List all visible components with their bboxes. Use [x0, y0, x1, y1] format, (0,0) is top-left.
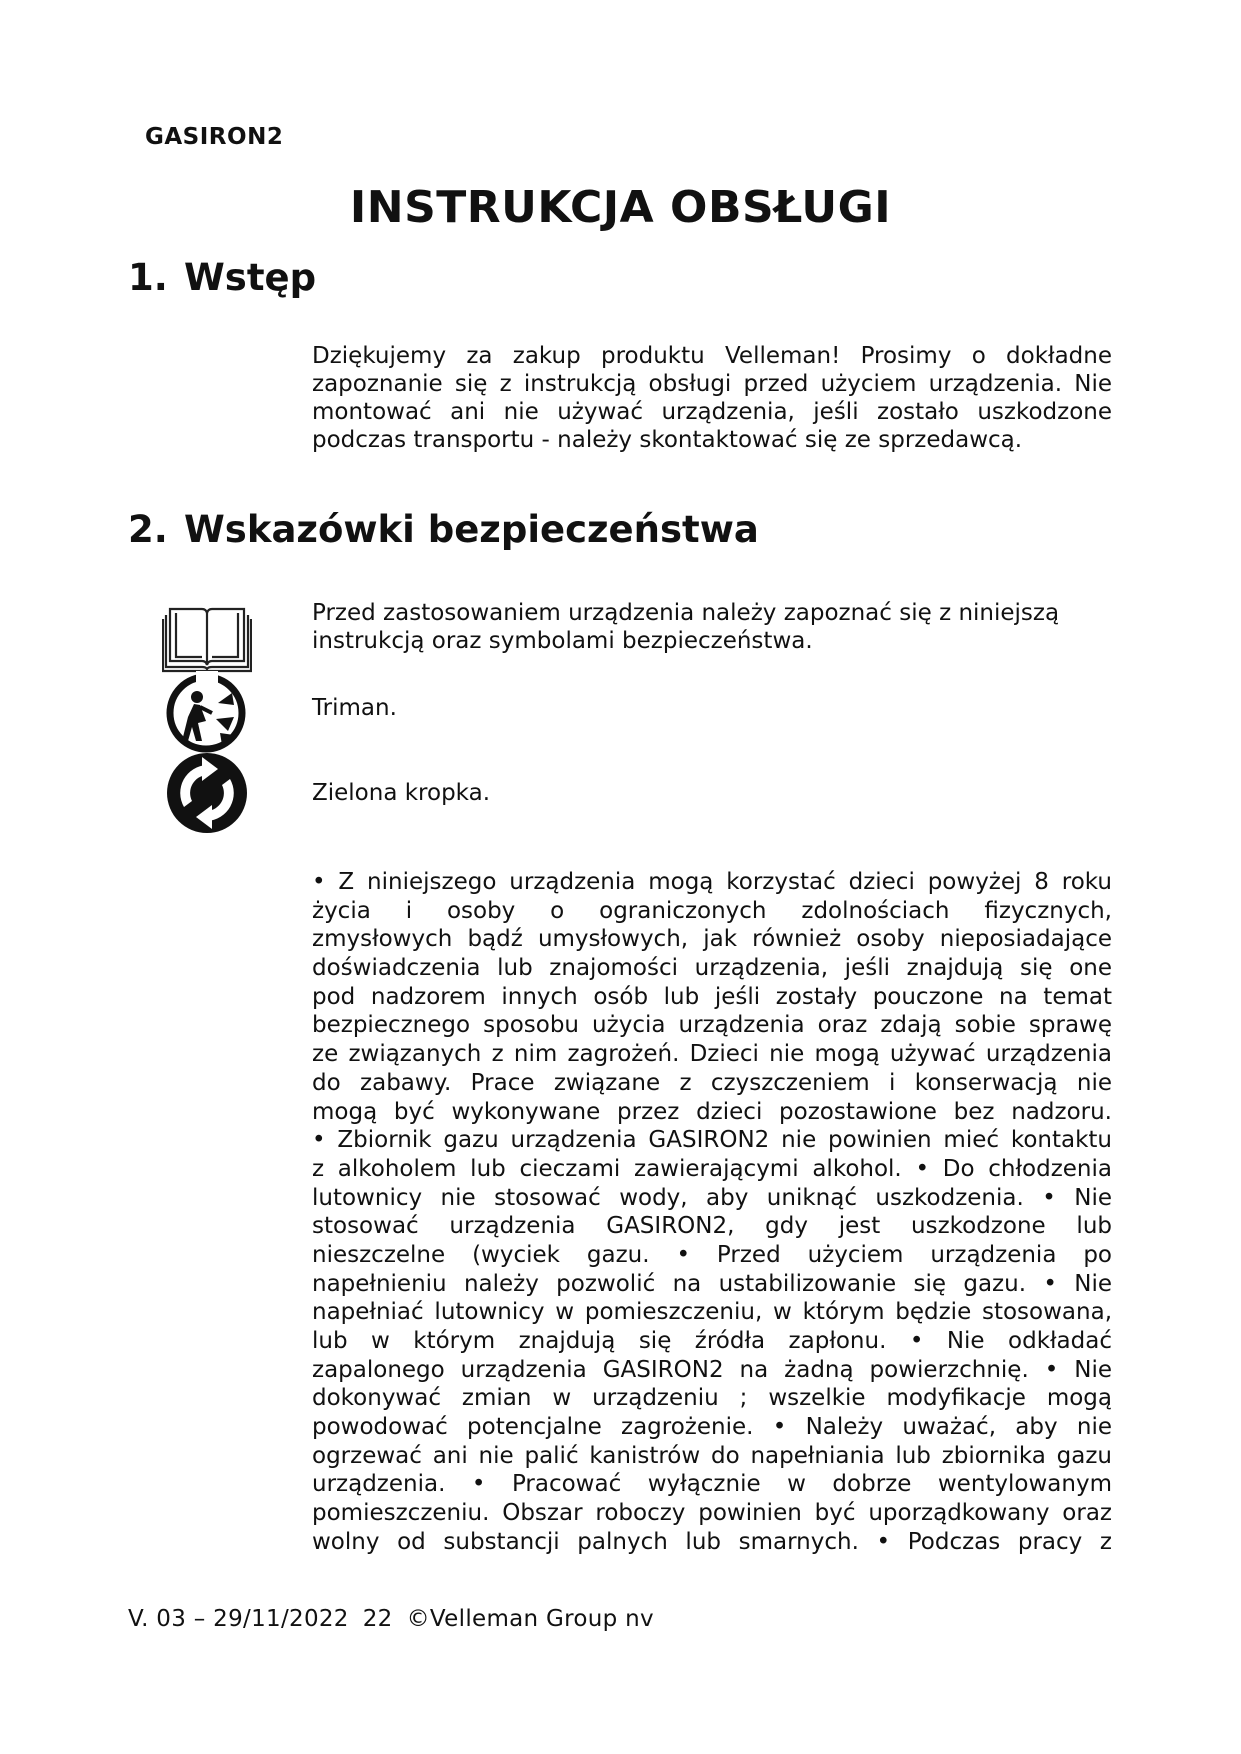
safety-line: napełnieniu należy pozwolić na ustabilizowanie się gazu. • Nie	[312, 1270, 1112, 1297]
manual-symbol-line: instrukcją oraz symbolami bezpieczeństwa.	[312, 628, 813, 654]
safety-line: ze związanych z nim zagrożeń. Dzieci nie mogą używać urządzenia	[312, 1041, 1112, 1068]
safety-line: dokonywać zmian w urządzeniu ; wszelkie modyfikacje mogą	[312, 1385, 1112, 1412]
safety-line: pod nadzorem innych osób lub jeśli zostały pouczone na temat	[312, 983, 1112, 1010]
safety-line: nieszczelne (wyciek gazu. • Przed użyciem urządzenia po	[312, 1241, 1112, 1268]
intro-line: podczas transportu - należy skontaktować się ze sprzedawcą.	[312, 427, 1023, 453]
section-1-number: 1.	[128, 256, 168, 299]
triman-recycle-icon	[162, 668, 252, 758]
safety-line: lub w którym znajdują się źródła zapłonu. • Nie odkładać	[312, 1328, 1112, 1354]
safety-line: życia i osoby o ograniczonych zdolnościach fizycznych,	[312, 897, 1112, 924]
safety-instructions	[312, 868, 1112, 1557]
read-manual-book-icon	[162, 590, 252, 680]
safety-line: wolny od substancji palnych lub smarnych. • Podczas pracy z	[312, 1528, 1112, 1555]
safety-line: zapalonego urządzenia GASIRON2 na żadną powierzchnię. • Nie	[312, 1356, 1112, 1383]
document-title	[0, 182, 1241, 233]
green-dot-icon	[162, 748, 252, 838]
intro-paragraph	[312, 342, 1112, 454]
safety-line: z alkoholem lub cieczami zawierającymi alkohol. • Do chłodzenia	[312, 1155, 1112, 1182]
intro-line: montować ani nie używać urządzenia, jeśli zostało uszkodzone	[312, 399, 1112, 425]
document-title-text: INSTRUKCJA OBSŁUGI	[349, 182, 892, 233]
manual-symbol-line: Przed zastosowaniem urządzenia należy zapoznać się z niniejszą	[312, 600, 1060, 626]
green-dot-text: Zielona kropka.	[312, 780, 491, 806]
safety-line: pomieszczeniu. Obszar roboczy powinien być uporządkowany oraz	[312, 1500, 1112, 1527]
section-1-title: Wstęp	[184, 256, 317, 299]
safety-line: • Z niniejszego urządzenia mogą korzystać dzieci powyżej 8 roku	[312, 869, 1112, 895]
intro-line: zapoznanie się z instrukcją obsługi przed użyciem urządzenia. Nie	[312, 371, 1112, 397]
footer-page-number: 22	[362, 1606, 393, 1632]
safety-line: stosować urządzenia GASIRON2, gdy jest uszkodzone lub	[312, 1213, 1112, 1240]
section-1-heading	[128, 256, 316, 299]
section-2-heading	[128, 508, 759, 551]
safety-line: bezpiecznego sposobu użycia urządzenia oraz zdają sobie sprawę	[312, 1012, 1112, 1039]
section-2-number: 2.	[128, 508, 168, 551]
footer-copyright: ©Velleman Group nv	[406, 1606, 654, 1632]
model-name: GASIRON2	[145, 124, 284, 150]
safety-line: urządzenia. • Pracować wyłącznie w dobrze wentylowanym	[312, 1471, 1112, 1498]
page-footer	[128, 1606, 668, 1632]
safety-line: ogrzewać ani nie palić kanistrów do napełniania lub zbiornika gazu	[312, 1442, 1112, 1469]
safety-line: napełniać lutownicy w pomieszczeniu, w którym będzie stosowana,	[312, 1299, 1112, 1326]
safety-line: doświadczenia lub znajomości urządzenia, jeśli znajdują się one	[312, 955, 1112, 982]
safety-line: lutownicy nie stosować wody, aby uniknąć uszkodzenia. • Nie	[312, 1184, 1112, 1211]
safety-line: • Zbiornik gazu urządzenia GASIRON2 nie powinien mieć kontaktu	[312, 1127, 1112, 1154]
section-2-title: Wskazówki bezpieczeństwa	[184, 508, 759, 551]
safety-line: do zabawy. Prace związane z czyszczeniem i konserwacją nie	[312, 1069, 1112, 1096]
safety-line: zmysłowych bądź umysłowych, jak również osoby nieposiadające	[312, 926, 1112, 953]
footer-version: V. 03 – 29/11/2022	[128, 1606, 349, 1632]
safety-line: powodować potencjalne zagrożenie. • Należy uważać, aby nie	[312, 1414, 1112, 1441]
triman-text: Triman.	[312, 695, 397, 721]
manual-symbol-text	[312, 599, 1059, 655]
intro-line: Dziękujemy za zakup produktu Velleman! Prosimy o dokładne	[312, 343, 1112, 369]
safety-line: mogą być wykonywane przez dzieci pozostawione bez nadzoru.	[312, 1098, 1112, 1125]
